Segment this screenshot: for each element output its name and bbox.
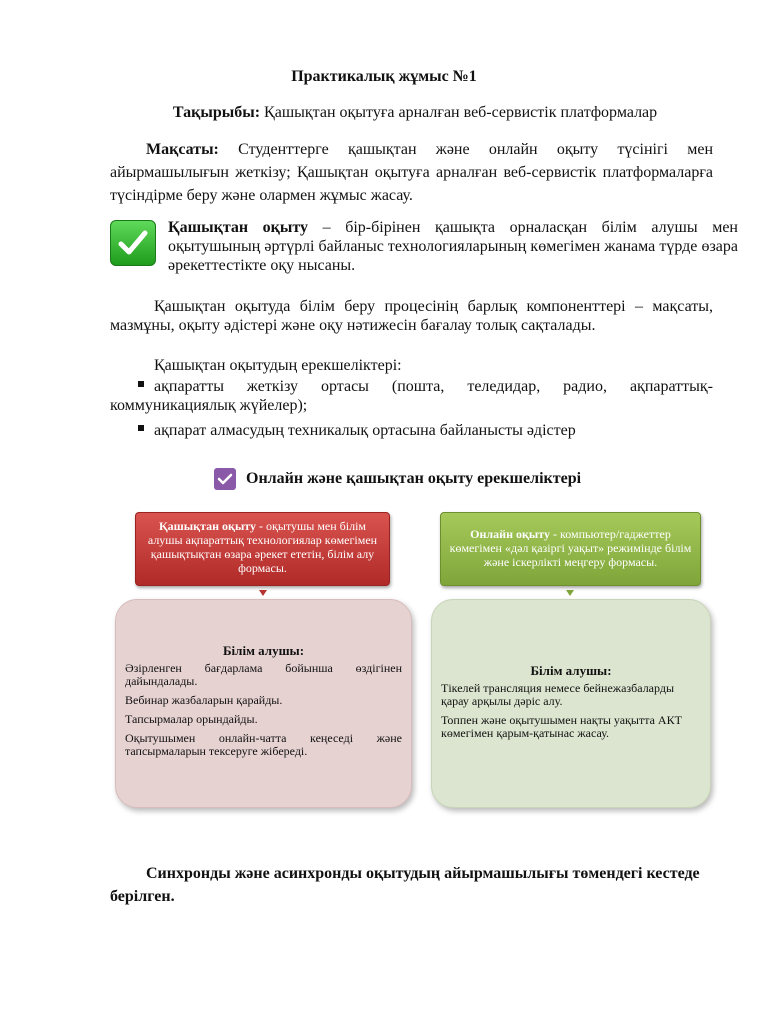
goal-text: Студенттерге қашықтан және онлайн оқыту түсінігі мен айырмашылығын жеткізу; Қашықтан оқытуға арналған веб-сервистік платформаларға түсіндірме беру және олармен жұмыс жасау. (110, 141, 714, 204)
online-learner-box (431, 599, 711, 808)
goal-paragraph (110, 138, 713, 207)
topic-label: Тақырыбы: (172, 104, 261, 121)
online-learning-box (440, 512, 701, 586)
online-text: компьютер/гаджеттер көмегімен «дәл қазіргі уақыт» режимінде білім және іскерлікті меңгеру формасы. (449, 527, 692, 569)
learner-heading: Білім алушы: (530, 663, 612, 678)
distance-learner-box (115, 599, 412, 808)
check-mark-icon (110, 220, 156, 266)
bullet-square-icon (138, 381, 144, 387)
arrow-down-icon (566, 590, 574, 596)
bottom-paragraph: Синхронды және асинхронды оқытудың айырмашылығы төмендегі кестеде берілген. (110, 865, 700, 905)
list-item: Вебинар жазбаларын қарайды. (125, 693, 283, 707)
bullet-square-icon (138, 425, 144, 431)
features-heading: Қашықтан оқытудың ерекшеліктері: (154, 357, 402, 374)
goal-label: Мақсаты: (146, 141, 219, 158)
list-item-text: ақпарат алмасудың техникалық ортасына байланысты әдістер (154, 422, 576, 439)
list-item: Тапсырмалар орындайды. (125, 712, 258, 726)
list-item: Оқытушымен онлайн-чатта кеңеседі және тапсырмаларын тексеруге жібереді. (125, 731, 402, 758)
definition-term: Қашықтан оқыту (168, 219, 309, 236)
section-heading (214, 468, 581, 490)
distance-learning-box (135, 512, 390, 586)
list-item (110, 377, 713, 415)
topic-line (110, 104, 720, 122)
arrow-down-icon (259, 590, 267, 596)
checkbox-icon (214, 468, 236, 490)
learner-heading: Білім алушы: (222, 643, 305, 658)
features-list (110, 377, 713, 440)
page-title: Практикалық жұмыс №1 (291, 68, 477, 85)
list-item: Әзірленген бағдарлама бойынша өздігінен дайындалады. (125, 661, 402, 688)
list-item: Тікелей трансляция немесе бейнежазбаларды қарау арқылы дәріс алу. (441, 681, 675, 708)
online-term: Онлайн оқыту - (470, 527, 560, 541)
section-title: Онлайн және қашықтан оқыту ерекшеліктері (246, 470, 582, 487)
list-item: Топпен және оқытушымен нақты уақытта АКТ көмегімен қарым-қатынас жасау. (441, 713, 682, 740)
distance-term: Қашықтан оқыту - (158, 519, 267, 533)
distance-text: оқытушы мен білім алушы ақпараттық технологиялар көмегімен қашықтықтан өзара әрекет ететін, білім алу формасы. (147, 519, 378, 575)
components-paragraph: Қашықтан оқытуда білім беру процесінің барлық компоненттері – мақсаты, мазмұны, оқыту әдістері және оқу нәтижесін бағалау толық сақталады. (110, 298, 713, 334)
definition-text: – бір-бірінен қашықта орналасқан білім алушы мен оқытушының әртүрлі байланыс технологияларының көмегімен жанама түрде өзара әрекеттестікте оқу нысаны. (168, 219, 738, 274)
list-item-text: ақпаратты жеткізу ортасы (пошта, теледидар, радио, ақпараттық-коммуникациялық жүйелер); (110, 378, 713, 414)
definition-paragraph (168, 218, 738, 275)
list-item (110, 421, 713, 440)
topic-text: Қашықтан оқытуға арналған веб-сервистік платформалар (264, 104, 658, 121)
